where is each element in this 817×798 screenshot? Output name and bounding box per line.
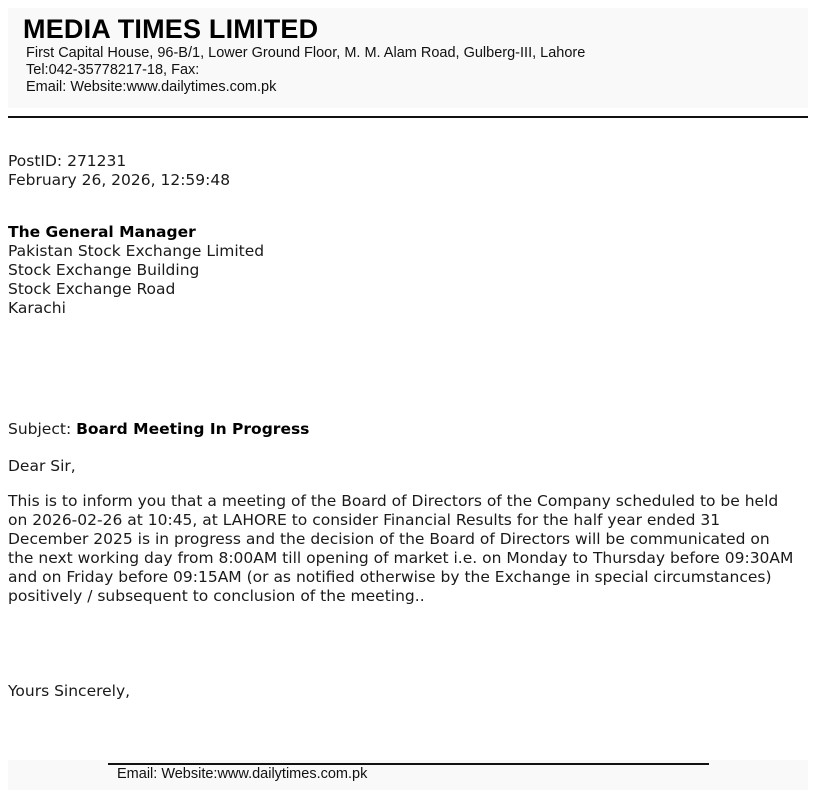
subject-text: Board Meeting In Progress [76, 420, 310, 438]
recipient-line: Stock Exchange Building [8, 261, 200, 279]
header-divider [8, 116, 808, 118]
company-tel-fax: Tel:042-35778217-18, Fax: [26, 62, 200, 78]
recipient-title: The General Manager [8, 223, 196, 241]
letter-body: This is to inform you that a meeting of the Board of Directors of the Company scheduled to be held on 2026-02-26 at 10:45, at LAHORE to consider Financial Results for the half year ended 31 December 2025 is in progress and the decision of the Board of Directors will be communicated on the next working day from 8:00AM till opening of market i.e. on Monday to Thursday before 09:30AM and on Friday before 09:15AM (or as notified otherwise by the Exchange in special circumstances) positively / subsequent to conclusion of the meeting.. [8, 492, 794, 605]
company-email-website: Email: Website:www.dailytimes.com.pk [26, 79, 277, 95]
company-name: MEDIA TIMES LIMITED [23, 14, 319, 44]
footer-divider [108, 763, 709, 765]
letterhead [8, 8, 808, 108]
closing: Yours Sincerely, [8, 682, 131, 700]
subject-line [8, 420, 309, 439]
recipient-line: Stock Exchange Road [8, 280, 176, 298]
recipient-line: Karachi [8, 299, 66, 317]
post-date: February 26, 2026, 12:59:48 [8, 171, 231, 189]
salutation: Dear Sir, [8, 457, 76, 475]
footer-email-website: Email: Website:www.dailytimes.com.pk [117, 766, 368, 782]
company-address: First Capital House, 96-B/1, Lower Ground Floor, M. M. Alam Road, Gulberg-III, Lahore [26, 45, 586, 61]
recipient-line: Pakistan Stock Exchange Limited [8, 242, 265, 260]
post-id: PostID: 271231 [8, 152, 127, 170]
subject-label: Subject: [8, 420, 77, 438]
